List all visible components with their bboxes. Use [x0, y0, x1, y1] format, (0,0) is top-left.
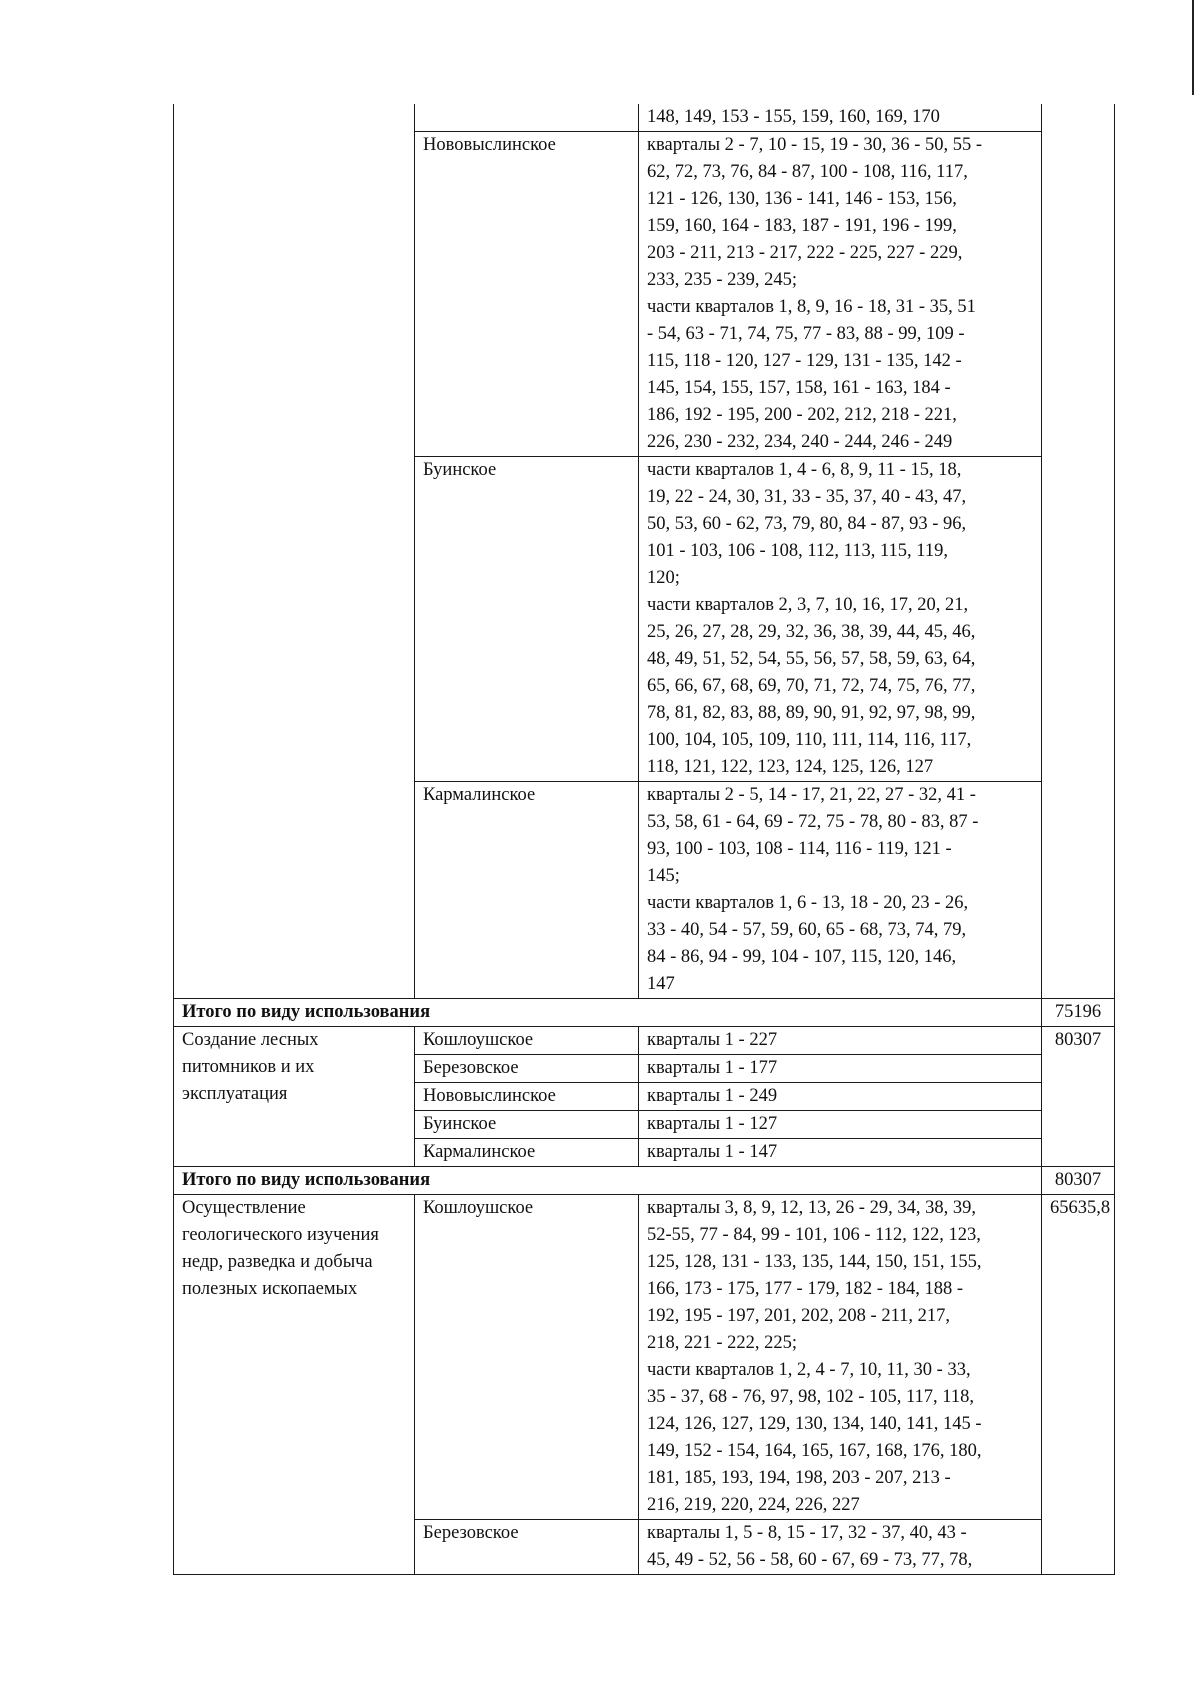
quarter-line: кварталы 1 - 147	[647, 1142, 778, 1162]
quarter-line: 192, 195 - 197, 201, 202, 208 - 211, 217,	[647, 1306, 951, 1326]
quarter-line: 101 - 103, 106 - 108, 112, 113, 115, 119,	[647, 541, 948, 561]
quarter-line: 203 - 211, 213 - 217, 222 - 225, 227 - 229,	[647, 243, 963, 263]
quarter-line: 93, 100 - 103, 108 - 114, 116 - 119, 121 -	[647, 839, 952, 859]
quarters-cell	[639, 1083, 1042, 1111]
quarter-line: части кварталов 1, 4 - 6, 8, 9, 11 - 15, 18,	[647, 460, 962, 480]
page-edge-mark	[1192, 0, 1194, 95]
forestry-cell: Кармалинское	[415, 1139, 639, 1167]
quarter-line: кварталы 1 - 177	[647, 1058, 778, 1078]
table-body	[174, 104, 1115, 1575]
quarter-line: 216, 219, 220, 224, 226, 227	[647, 1495, 860, 1515]
forestry-cell: Нововыслинское	[415, 1083, 639, 1111]
quarters-cell	[639, 1027, 1042, 1055]
quarter-line: 62, 72, 73, 76, 84 - 87, 100 - 108, 116, 117,	[647, 162, 968, 182]
total-row	[174, 999, 1115, 1027]
area-cell: 80307	[1042, 1027, 1115, 1167]
quarter-line: 115, 118 - 120, 127 - 129, 131 - 135, 142 -	[647, 351, 962, 371]
forestry-cell: Буинское	[415, 1111, 639, 1139]
quarter-line: - 54, 63 - 71, 74, 75, 77 - 83, 88 - 99, 109 -	[647, 324, 965, 344]
total-row	[174, 1167, 1115, 1195]
use-type-line: недр, разведка и добыча	[182, 1252, 373, 1272]
quarter-line: кварталы 1 - 227	[647, 1030, 778, 1050]
use-type-line: Осуществление	[182, 1198, 306, 1218]
forestry-cell: Кошлоушское	[415, 1195, 639, 1520]
quarter-line: кварталы 2 - 5, 14 - 17, 21, 22, 27 - 32, 41 -	[647, 785, 976, 805]
quarter-line: 121 - 126, 130, 136 - 141, 146 - 153, 156,	[647, 189, 957, 209]
total-value-cell: 80307	[1042, 1167, 1115, 1195]
quarter-line: части кварталов 2, 3, 7, 10, 16, 17, 20, 21,	[647, 595, 969, 615]
quarter-line: 145, 154, 155, 157, 158, 161 - 163, 184 -	[647, 378, 951, 398]
quarters-cell	[639, 132, 1042, 457]
quarter-line: 120;	[647, 568, 680, 588]
quarter-line: 84 - 86, 94 - 99, 104 - 107, 115, 120, 146,	[647, 947, 957, 967]
quarters-cell	[639, 1195, 1042, 1520]
quarter-line: части кварталов 1, 2, 4 - 7, 10, 11, 30 - 33,	[647, 1360, 971, 1380]
quarter-line: части кварталов 1, 6 - 13, 18 - 20, 23 - 26,	[647, 893, 969, 913]
quarter-line: кварталы 3, 8, 9, 12, 13, 26 - 29, 34, 38, 39,	[647, 1198, 976, 1218]
quarter-line: 145;	[647, 866, 680, 886]
use-type-cell	[174, 104, 415, 999]
quarter-line: 52-55, 77 - 84, 99 - 101, 106 - 112, 122, 123,	[647, 1225, 981, 1245]
quarter-line: 233, 235 - 239, 245;	[647, 270, 798, 290]
quarters-cell	[639, 457, 1042, 782]
quarter-line: 218, 221 - 222, 225;	[647, 1333, 798, 1353]
quarter-line: 48, 49, 51, 52, 54, 55, 56, 57, 58, 59, 63, 64,	[647, 649, 976, 669]
total-label-cell: Итого по виду использования	[174, 999, 1042, 1027]
forest-use-table	[173, 104, 1115, 1575]
quarter-line: 78, 81, 82, 83, 88, 89, 90, 91, 92, 97, 98, 99,	[647, 703, 976, 723]
quarters-cell	[639, 1111, 1042, 1139]
quarter-line: 53, 58, 61 - 64, 69 - 72, 75 - 78, 80 - 83, 87 -	[647, 812, 979, 832]
forestry-cell: Кармалинское	[415, 782, 639, 999]
area-cell	[1042, 104, 1115, 999]
quarter-line: 181, 185, 193, 194, 198, 203 - 207, 213 -	[647, 1468, 951, 1488]
quarter-line: 25, 26, 27, 28, 29, 32, 36, 38, 39, 44, 45, 46,	[647, 622, 976, 642]
quarter-line: 33 - 40, 54 - 57, 59, 60, 65 - 68, 73, 74, 79,	[647, 920, 967, 940]
quarter-line: кварталы 1 - 127	[647, 1114, 778, 1134]
total-value-cell: 75196	[1042, 999, 1115, 1027]
quarter-line: 50, 53, 60 - 62, 73, 79, 80, 84 - 87, 93 - 96,	[647, 514, 967, 534]
use-type-line: геологического изучения	[182, 1225, 379, 1245]
quarter-line: 226, 230 - 232, 234, 240 - 244, 246 - 249	[647, 432, 953, 452]
use-type-cell	[174, 1195, 415, 1575]
quarter-line: 148, 149, 153 - 155, 159, 160, 169, 170	[647, 107, 940, 127]
quarter-line: 149, 152 - 154, 164, 165, 167, 168, 176, 180,	[647, 1441, 982, 1461]
quarters-cell	[639, 1055, 1042, 1083]
quarter-line: кварталы 1, 5 - 8, 15 - 17, 32 - 37, 40, 43 -	[647, 1523, 967, 1543]
quarters-cell	[639, 1139, 1042, 1167]
quarter-line: 35 - 37, 68 - 76, 97, 98, 102 - 105, 117, 118,	[647, 1387, 974, 1407]
quarter-line: 19, 22 - 24, 30, 31, 33 - 35, 37, 40 - 43, 47,	[647, 487, 967, 507]
quarters-cell	[639, 104, 1042, 132]
use-type-line: Создание лесных	[182, 1030, 319, 1050]
quarter-line: части кварталов 1, 8, 9, 16 - 18, 31 - 35, 51	[647, 297, 976, 317]
use-type-line: питомников и их	[182, 1057, 315, 1077]
quarter-line: 147	[647, 974, 675, 994]
quarter-line: кварталы 2 - 7, 10 - 15, 19 - 30, 36 - 50, 55 -	[647, 135, 983, 155]
quarter-line: 125, 128, 131 - 133, 135, 144, 150, 151, 155,	[647, 1252, 982, 1272]
use-type-cell	[174, 1027, 415, 1167]
quarter-line: 65, 66, 67, 68, 69, 70, 71, 72, 74, 75, 76, 77,	[647, 676, 976, 696]
forestry-cell: Буинское	[415, 457, 639, 782]
forestry-cell: Березовское	[415, 1055, 639, 1083]
quarters-cell	[639, 782, 1042, 999]
forestry-cell: Кошлоушское	[415, 1027, 639, 1055]
forestry-cell: Нововыслинское	[415, 132, 639, 457]
table-row	[174, 1027, 1115, 1055]
quarter-line: 118, 121, 122, 123, 124, 125, 126, 127	[647, 757, 934, 777]
quarter-line: 45, 49 - 52, 56 - 58, 60 - 67, 69 - 73, 77, 78,	[647, 1550, 973, 1570]
area-cell: 65635,8	[1042, 1195, 1115, 1575]
forestry-cell	[415, 104, 639, 132]
table-row	[174, 104, 1115, 132]
quarter-line: 159, 160, 164 - 183, 187 - 191, 196 - 199,	[647, 216, 957, 236]
quarter-line: 186, 192 - 195, 200 - 202, 212, 218 - 221,	[647, 405, 957, 425]
use-type-line: эксплуатация	[182, 1084, 288, 1104]
table-row	[174, 1195, 1115, 1520]
quarter-line: 166, 173 - 175, 177 - 179, 182 - 184, 188 -	[647, 1279, 964, 1299]
quarter-line: кварталы 1 - 249	[647, 1086, 778, 1106]
quarters-cell	[639, 1520, 1042, 1575]
use-type-line: полезных ископаемых	[182, 1279, 358, 1299]
forestry-cell: Березовское	[415, 1520, 639, 1575]
quarter-line: 100, 104, 105, 109, 110, 111, 114, 116, 117,	[647, 730, 972, 750]
total-label-cell: Итого по виду использования	[174, 1167, 1042, 1195]
quarter-line: 124, 126, 127, 129, 130, 134, 140, 141, 145 -	[647, 1414, 982, 1434]
